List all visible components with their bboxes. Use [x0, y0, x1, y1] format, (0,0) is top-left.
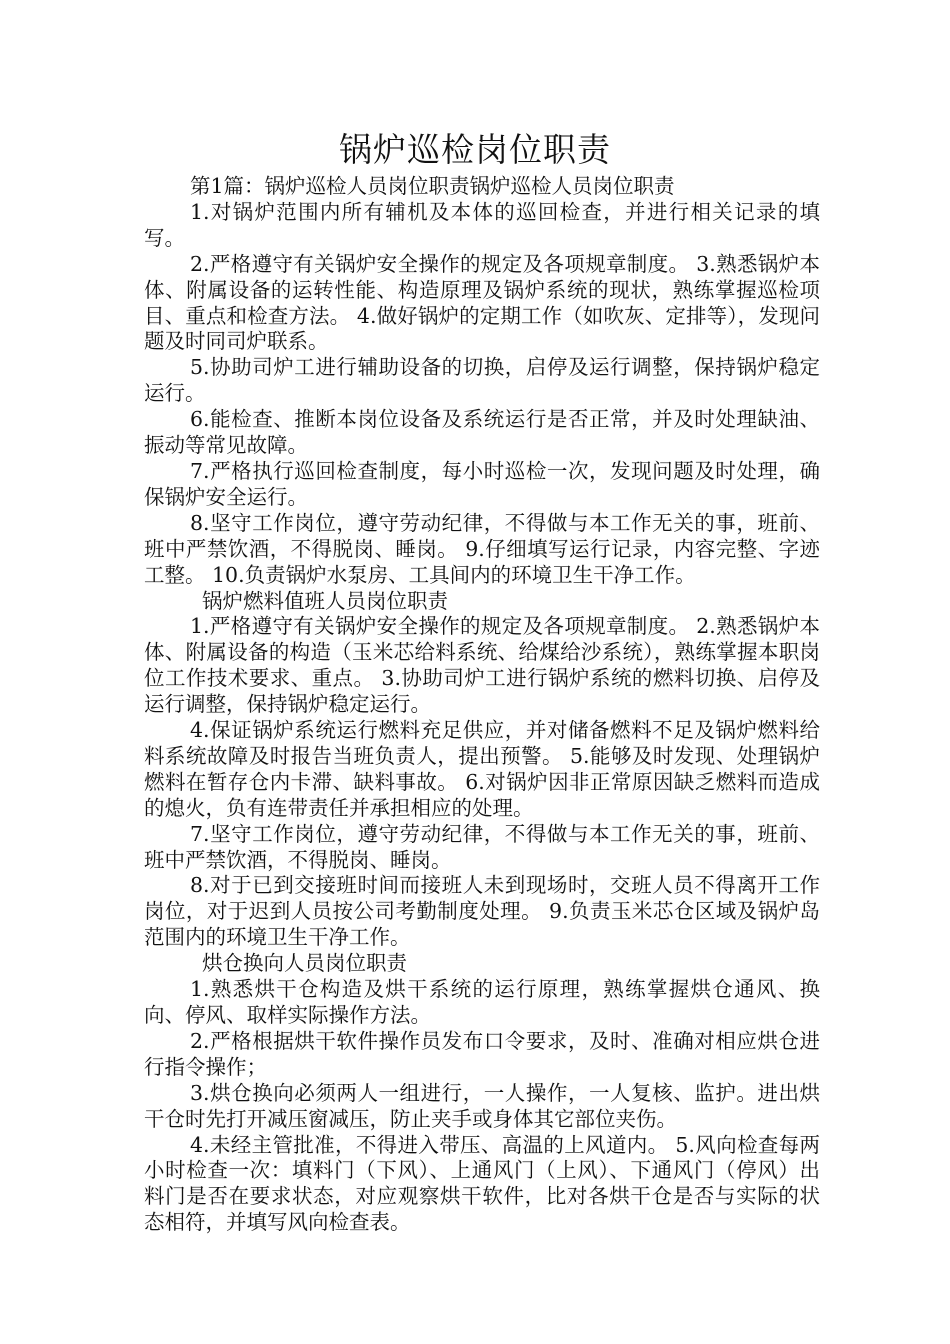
- page-title: 锅炉巡检岗位职责: [339, 130, 611, 169]
- paragraph: 8.对于已到交接班时间而接班人未到现场时，交班人员不得离开工作岗位，对于迟到人员按公司考勤制度处理。 9.负责玉米芯仓区域及锅炉岛范围内的环境卫生干净工作。: [144, 873, 820, 950]
- paragraph: 2.严格遵守有关锅炉安全操作的规定及各项规章制度。 3.熟悉锅炉本体、附属设备的运转性能、构造原理及锅炉系统的现状，熟练掌握巡检项目、重点和检查方法。 4.做好锅炉的定期工作（如吹灰、定排等），发现问题及时同司炉联系。: [144, 251, 820, 354]
- section-heading: 烘仓换向人员岗位职责: [202, 951, 407, 976]
- paragraph: 1.对锅炉范围内所有辅机及本体的巡回检查，并进行相关记录的填写。: [144, 199, 820, 250]
- paragraph: 1.严格遵守有关锅炉安全操作的规定及各项规章制度。 2.熟悉锅炉本体、附属设备的构造（玉米芯给料系统、给煤给沙系统），熟练掌握本职岗位工作技术要求、重点。 3.协助司炉工进行锅炉系统的燃料切换、启停及运行调整，保持锅炉稳定运行。: [144, 614, 820, 717]
- document-body: [144, 174, 820, 1236]
- paragraph: 4.未经主管批准，不得进入带压、高温的上风道内。 5.风向检查每两小时检查一次：填料门（下风）、上通风门（上风）、下通风门（停风）出料门是否在要求状态，对应观察烘干软件，比对各烘干仓是否与实际的状态相符，并填写风向检查表。: [144, 1132, 820, 1235]
- paragraph: 1.熟悉烘干仓构造及烘干系统的运行原理，熟练掌握烘仓通风、换向、停风、取样实际操作方法。: [144, 977, 820, 1027]
- paragraph: 7.严格执行巡回检查制度，每小时巡检一次，发现问题及时处理，确保锅炉安全运行。: [144, 458, 820, 509]
- article-heading: 第1篇：锅炉巡检人员岗位职责锅炉巡检人员岗位职责: [190, 174, 675, 198]
- paragraph: 4.保证锅炉系统运行燃料充足供应，并对储备燃料不足及锅炉燃料给料系统故障及时报告当班负责人，提出预警。 5.能够及时发现、处理锅炉燃料在暂存仓内卡滞、缺料事故。 6.对锅炉因非正常原因缺乏燃料而造成的熄火，负有连带责任并承担相应的处理。: [144, 718, 820, 820]
- paragraph: 8.坚守工作岗位，遵守劳动纪律，不得做与本工作无关的事，班前、班中严禁饮酒，不得脱岗、睡岗。 9.仔细填写运行记录，内容完整、字迹工整。 10.负责锅炉水泵房、工具间内的环境卫生干净工作。: [144, 510, 820, 587]
- section-heading: 锅炉燃料值班人员岗位职责: [202, 588, 448, 613]
- paragraph: 3.烘仓换向必须两人一组进行，一人操作，一人复核、监护。进出烘干仓时先打开减压窗减压，防止夹手或身体其它部位夹伤。: [144, 1080, 820, 1131]
- paragraph: 6.能检查、推断本岗位设备及系统运行是否正常，并及时处理缺油、振动等常见故障。: [144, 407, 820, 458]
- paragraph: 7.坚守工作岗位，遵守劳动纪律，不得做与本工作无关的事，班前、班中严禁饮酒，不得脱岗、睡岗。: [144, 821, 820, 872]
- paragraph: 2.严格根据烘干软件操作员发布口令要求，及时、准确对相应烘仓进行指令操作；: [144, 1028, 820, 1079]
- paragraph: 5.协助司炉工进行辅助设备的切换，启停及运行调整，保持锅炉稳定运行。: [144, 355, 820, 406]
